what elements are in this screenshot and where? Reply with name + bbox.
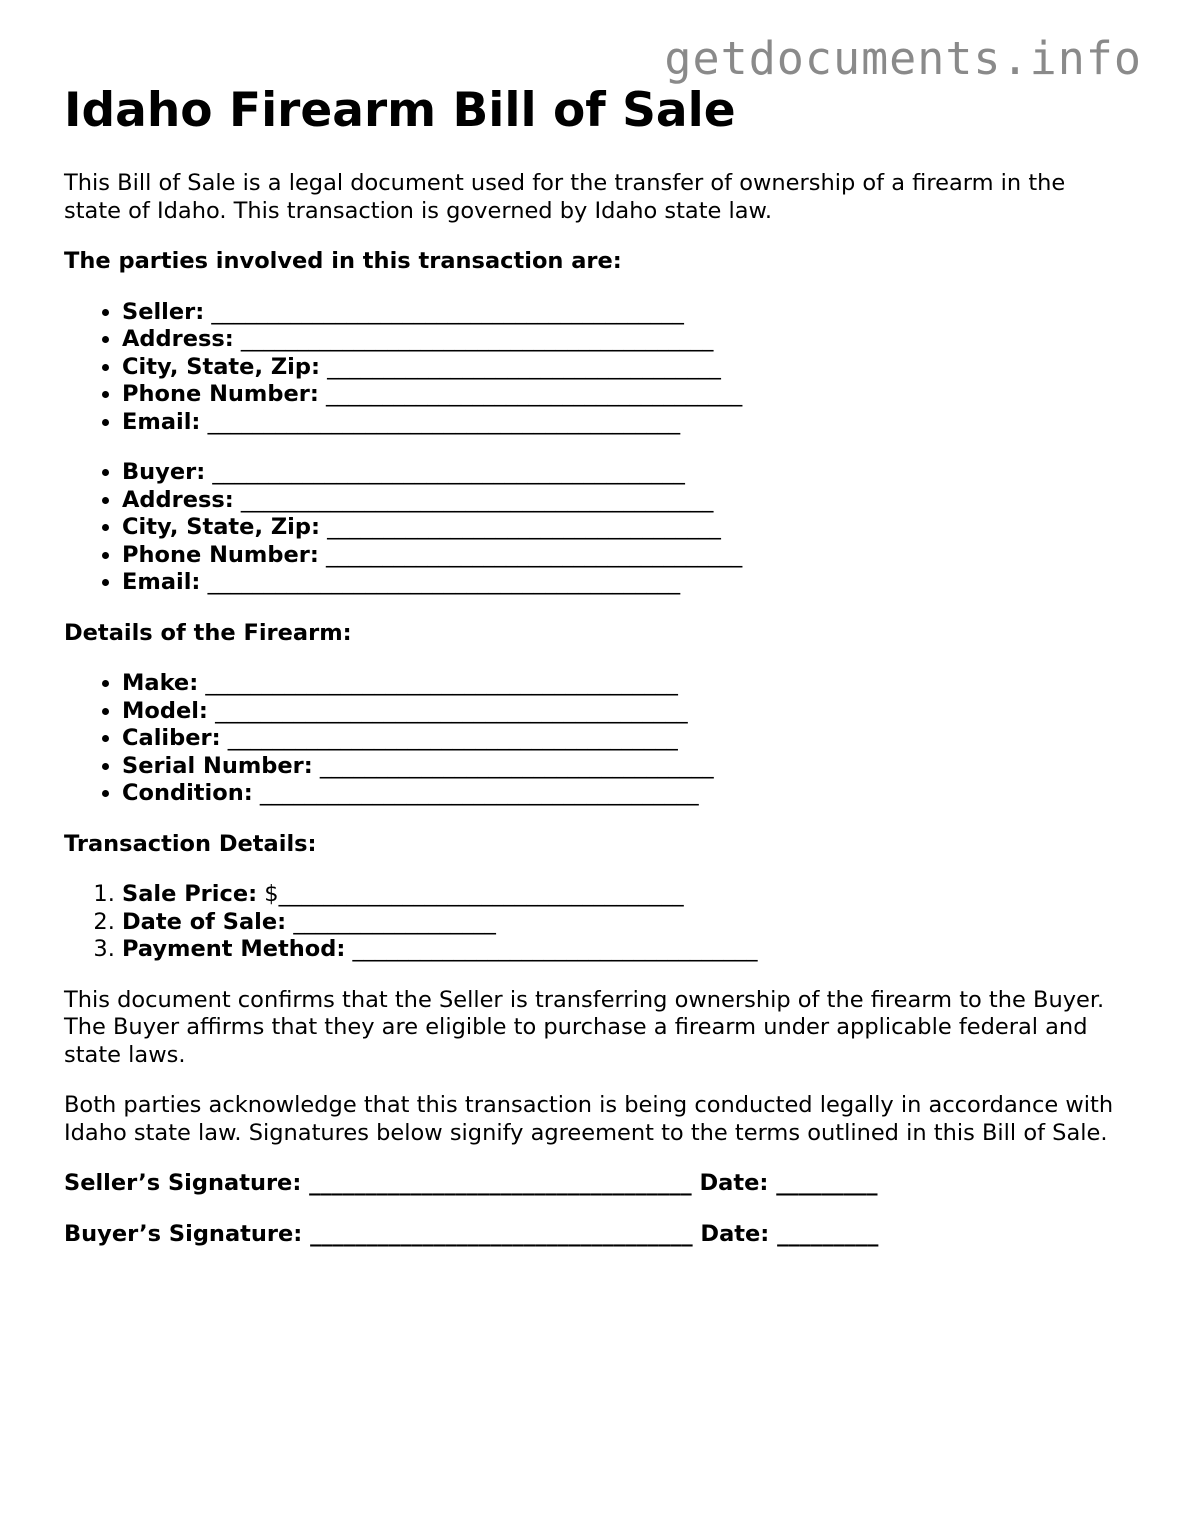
seller-name-field[interactable] bbox=[122, 299, 1124, 327]
firearm-serial-number-field[interactable] bbox=[122, 753, 1124, 781]
buyer-name-field[interactable] bbox=[122, 459, 1124, 487]
blank-line: __________________________________________ bbox=[215, 697, 688, 724]
buyer-signature-line[interactable]: Buyer’s Signature: __________________________________ Date: _________ bbox=[64, 1220, 879, 1247]
blank-line: _____________________________________ bbox=[326, 381, 743, 407]
blank-line: $____________________________________ bbox=[264, 881, 684, 907]
field-label: Phone Number: bbox=[122, 381, 319, 407]
confirmation-paragraph: This document confirms that the Seller is transferring ownership of the firearm to the Buyer. The Buyer affirms that they are eligible to purchase a firearm under applicable federal and state laws. bbox=[64, 986, 1105, 1068]
transaction-heading: Transaction Details: bbox=[64, 830, 317, 857]
firearm-field-list bbox=[64, 670, 1124, 808]
blank-line: __________________________________________ bbox=[240, 326, 714, 352]
blank-line: __________________ bbox=[293, 908, 496, 935]
blank-line: ___________________________________ bbox=[327, 353, 721, 380]
blank-line: __________________________________________ bbox=[212, 459, 685, 485]
document-page bbox=[64, 82, 1124, 1248]
field-label: Address: bbox=[122, 326, 234, 352]
blank-line: _______________________________________ bbox=[259, 780, 699, 806]
field-label: Seller: bbox=[122, 298, 205, 325]
firearm-condition-field[interactable] bbox=[122, 780, 1124, 808]
seller-phone-field[interactable] bbox=[122, 381, 1124, 409]
seller-city-state-zip-field[interactable] bbox=[122, 354, 1124, 382]
field-label: Serial Number: bbox=[122, 752, 313, 779]
blank-line: __________________________________________ bbox=[207, 569, 681, 595]
firearm-model-field[interactable] bbox=[122, 698, 1124, 726]
buyer-phone-field[interactable] bbox=[122, 542, 1124, 570]
field-label: Phone Number: bbox=[122, 541, 319, 568]
buyer-field-list bbox=[64, 459, 1124, 597]
blank-line: __________________________________________ bbox=[207, 408, 681, 435]
parties-heading: The parties involved in this transaction are: bbox=[64, 248, 622, 274]
field-label: Condition: bbox=[122, 780, 253, 806]
firearm-make-field[interactable] bbox=[122, 670, 1124, 698]
transaction-field-list bbox=[64, 881, 1124, 964]
seller-signature-line[interactable]: Seller’s Signature: __________________________________ Date: _________ bbox=[64, 1170, 878, 1196]
blank-line: ____________________________________ bbox=[352, 936, 758, 962]
field-label: Date of Sale: bbox=[122, 908, 287, 935]
firearm-heading: Details of the Firearm: bbox=[64, 619, 352, 646]
field-label: Sale Price: bbox=[122, 881, 258, 907]
blank-line: __________________________________________ bbox=[240, 486, 714, 513]
seller-email-field[interactable] bbox=[122, 409, 1124, 437]
firearm-caliber-field[interactable] bbox=[122, 725, 1124, 753]
field-label: Make: bbox=[122, 670, 199, 696]
field-label: Address: bbox=[122, 486, 234, 513]
intro-paragraph: This Bill of Sale is a legal document used for the transfer of ownership of a firearm in the state of Idaho. This transaction is governed by Idaho state law. bbox=[64, 170, 1066, 224]
seller-address-field[interactable] bbox=[122, 326, 1124, 354]
field-label: City, State, Zip: bbox=[122, 353, 320, 380]
blank-line: __________________________________________ bbox=[211, 298, 684, 325]
blank-line: ___________________________________ bbox=[319, 752, 714, 779]
field-label: City, State, Zip: bbox=[122, 514, 320, 540]
page-title: Idaho Firearm Bill of Sale bbox=[64, 83, 736, 138]
seller-field-list bbox=[64, 299, 1124, 437]
watermark: getdocuments.info bbox=[664, 32, 1142, 85]
blank-line: _____________________________________ bbox=[326, 541, 743, 568]
field-label: Caliber: bbox=[122, 725, 221, 751]
field-label: Payment Method: bbox=[122, 936, 346, 962]
blank-line: ___________________________________ bbox=[327, 514, 721, 540]
payment-method-field[interactable] bbox=[122, 936, 1124, 964]
acknowledgement-paragraph: Both parties acknowledge that this transaction is being conducted legally in accordance with Idaho state law. Signatures below signify agreement to the terms outlined in this Bill of Sale. bbox=[64, 1092, 1114, 1146]
field-label: Model: bbox=[122, 697, 208, 724]
field-label: Email: bbox=[122, 408, 201, 435]
date-of-sale-field[interactable] bbox=[122, 909, 1124, 937]
buyer-city-state-zip-field[interactable] bbox=[122, 514, 1124, 542]
field-label: Email: bbox=[122, 569, 201, 595]
blank-line: __________________________________________ bbox=[205, 670, 678, 696]
field-label: Buyer: bbox=[122, 459, 206, 485]
buyer-address-field[interactable] bbox=[122, 487, 1124, 515]
blank-line: ________________________________________ bbox=[227, 725, 678, 751]
sale-price-field[interactable] bbox=[122, 881, 1124, 909]
buyer-email-field[interactable] bbox=[122, 569, 1124, 597]
